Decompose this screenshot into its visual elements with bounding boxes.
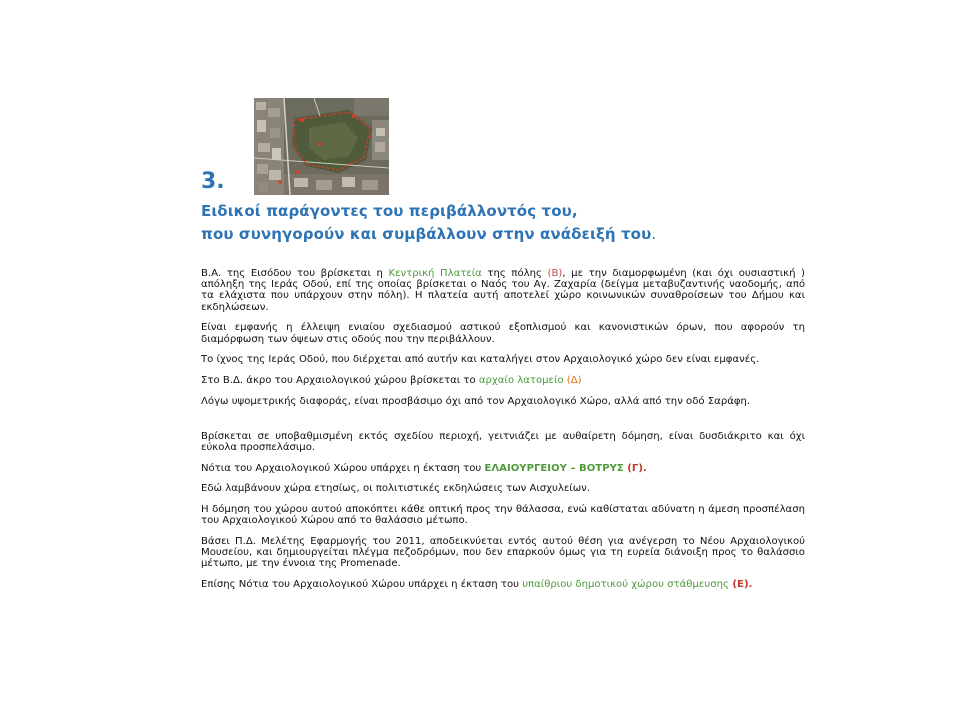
highlight-oil-mill: ΕΛΑΙΟΥΡΓΕΙΟΥ – ΒΟΤΡΥΣ: [484, 462, 624, 474]
paragraph-sea-view: Η δόμηση του χώρου αυτού αποκόπτει κάθε οπτική προς την θάλασσα, ενώ καθίσταται αδύνατη η άμεση προσπέλαση του Αρχαιολογικού Χώρου από το θαλάσσιο μέτωπο.: [201, 504, 805, 527]
paragraph-degraded-area: Βρίσκεται σε υποβαθμισμένη εκτός σχεδίου περιοχή, γειτνιάζει με αυθαίρετη δόμηση, είναι δυσδιάκριτο και όχι εύκολα προσπελάσιμο.: [201, 430, 805, 454]
heading-line-1: Ειδικοί παράγοντες του περιβάλλοντός του,: [201, 202, 578, 220]
highlight-parking: υπαίθριου δημοτικού χώρου στάθμευσης: [522, 579, 729, 591]
text-run: Νότια του Αρχαιολογικού Χώρου υπάρχει η έκταση του: [201, 462, 485, 474]
heading-line-2-period: .: [651, 225, 657, 243]
section-heading: [201, 168, 761, 246]
text-run: Επίσης Νότια του Αρχαιολογικού Χώρου υπάρχει η έκταση του: [201, 579, 523, 591]
paragraph-quarry: [201, 375, 805, 386]
heading-line-2-text: που συνηγορούν και συμβάλλουν στην ανάδειξή του: [201, 225, 652, 243]
paragraph-access: Λόγω υψομετρικής διαφοράς, είναι προσβάσιμο όχι από τον Αρχαιολογικό Χώρο, αλλά από την οδό Σαράφη.: [201, 395, 751, 407]
paragraph-sacred-way: Το ίχνος της Ιεράς Οδού, που διέρχεται από αυτήν και καταλήγει στον Αρχαιολογικό χώρο δεν είναι εμφανές.: [201, 354, 760, 366]
text-run: , με την διαμορφωμένη (και όχι ουσιαστική ) απόληξη της Ιεράς Οδού, επί της οποίας βρίσκεται ο Ναός του Αγ. Ζαχαρία (δείγμα μεταβυζαντινής ναοδομής, από τα ελάχιστα που υπάρχουν στην πόλη). Η πλατεία αυτή αποτελεί χώρο κοινωνικών συναθροίσεων του Δήμου και εκδηλώσεων.: [201, 268, 805, 313]
paragraph-oil-mill: [201, 463, 805, 474]
highlight-ancient-quarry: αρχαίο λατομείο: [478, 374, 564, 386]
section-number: 3.: [201, 169, 225, 194]
text-run: Β.Α. της Εισόδου του βρίσκεται η: [201, 268, 389, 279]
label-d: (Δ): [563, 374, 582, 386]
text-run: της πόλης: [481, 268, 548, 279]
paragraph-central-square: [201, 268, 805, 313]
heading-line-2: [201, 223, 761, 246]
label-e: (Ε).: [728, 579, 753, 591]
text-run: Στο Β.Δ. άκρο του Αρχαιολογικού χώρου βρίσκεται το: [201, 374, 479, 386]
label-b: (Β): [547, 268, 563, 279]
paragraph-urban-equipment: Είναι εμφανής η έλλειψη ενιαίου σχεδιασμού αστικού εξοπλισμού και κανονιστικών όρων, που αφορούν τη διαμόρφωση των όψεων στις οδούς που την περιβάλλουν.: [201, 322, 805, 345]
label-g: (Γ).: [623, 462, 647, 474]
body-text: [201, 268, 805, 600]
paragraph-aeschylia: Εδώ λαμβάνουν χώρα ετησίως, οι πολιτιστικές εκδηλώσεις των Αισχυλείων.: [201, 483, 591, 495]
paragraph-museum: Βάσει Π.Δ. Μελέτης Εφαρμογής του 2011, αποδεικνύεται εντός αυτού θέση για ανέγερση το Νέου Αρχαιολογικού Μουσείου, και δημιουργείται πλέγμα πεζοδρόμων, που δεν επαρκούν όμως για τη ευρεία διάνοιξη προς το θαλάσσιο μέτωπο, με την έννοια της Promenade.: [201, 536, 805, 570]
highlight-central-square: Κεντρική Πλατεία: [388, 268, 482, 279]
paragraph-parking: [201, 579, 805, 590]
